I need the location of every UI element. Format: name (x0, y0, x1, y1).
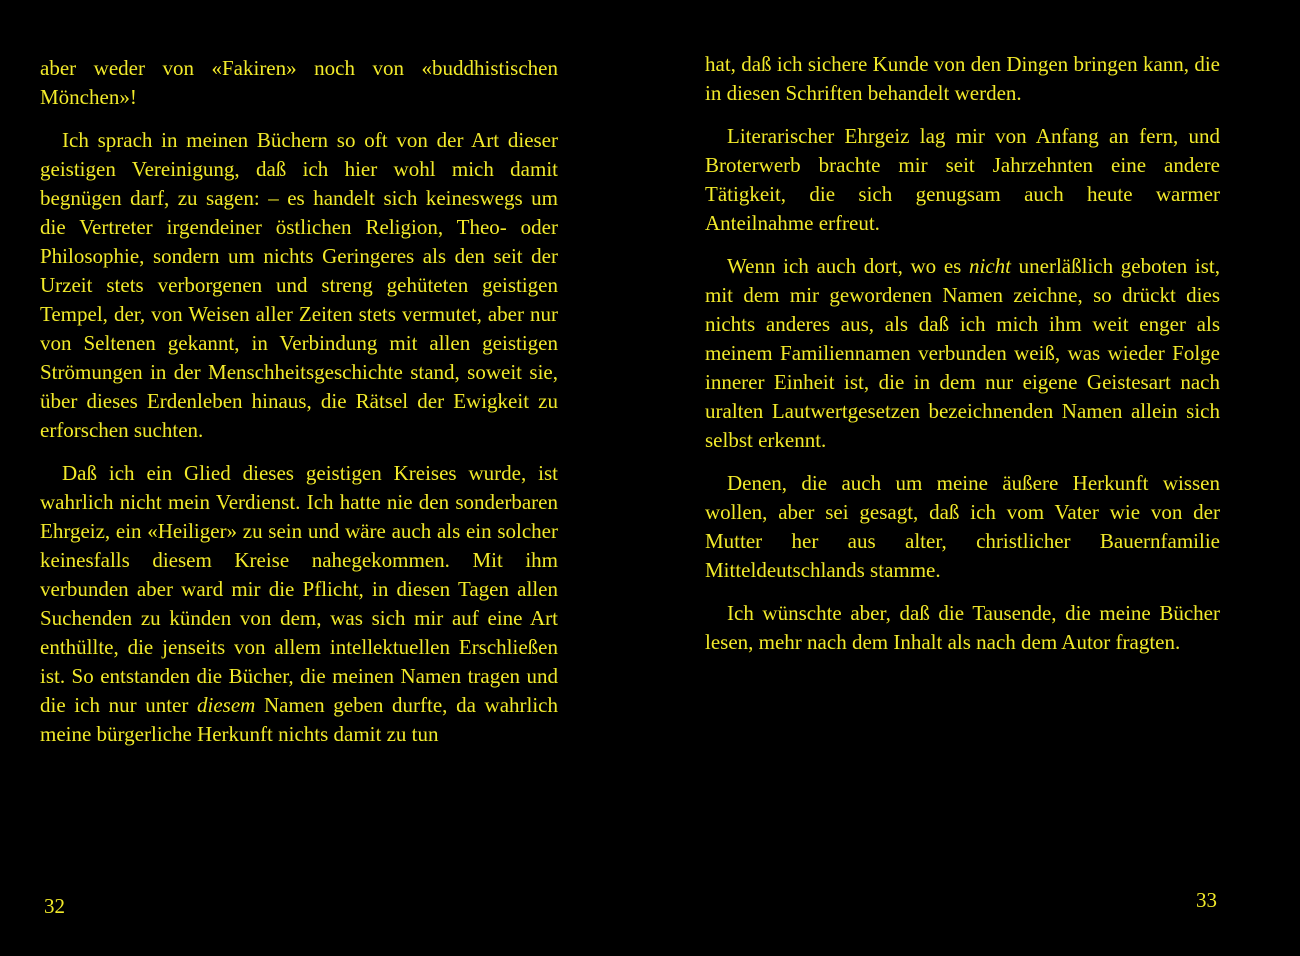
paragraph (705, 599, 1220, 657)
paragraph (40, 126, 558, 445)
emphasis-text: diesem (197, 693, 256, 717)
right-text-column (705, 50, 1220, 671)
paragraph (40, 54, 558, 112)
paragraph-text: Ich wünschte aber, daß die Tausende, die meine Bücher lesen, mehr nach dem Inhalt als nach dem Autor fragten. (705, 601, 1220, 654)
paragraph (40, 459, 558, 749)
paragraph-text: Literarischer Ehrgeiz lag mir von Anfang an fern, und Broterwerb brachte mir seit Jahrzehnten eine andere Tätigkeit, die sich genugsam auch heute warmer Anteilnahme erfreut. (705, 124, 1220, 235)
page-number: 33 (1196, 888, 1217, 912)
paragraph-text: Daß ich ein Glied dieses geistigen Kreises wurde, ist wahrlich nicht mein Verdienst. Ich hatte nie den sonderbaren Ehrgeiz, ein «Heiliger» zu sein und wäre auch als ein solcher keinesfalls diesem Kreise nahegekommen. Mit ihm verbunden aber ward mir die Pflicht, in diesen Tagen allen Suchenden zu künden von dem, was sich mir auf eine Art enthüllte, die jenseits von allem intellektuellen Erschließen ist. So entstanden die Bücher, die meinen Namen tragen und die ich nur unter (40, 461, 558, 717)
paragraph-text: aber weder von «Fakiren» noch von «buddhistischen Mönchen»! (40, 56, 558, 109)
paragraph (705, 252, 1220, 455)
paragraph-text: Namen geben durfte, da wahrlich meine bürgerliche Herkunft nichts damit zu tun (40, 693, 559, 746)
paragraph-text: unerläßlich geboten ist, mit dem mir gewordenen Namen zeichne, so drückt dies nichts anderes aus, als daß ich mich ihm weit enger als meinem Familiennamen verbunden weiß, was wieder Folge innerer Einheit ist, die in dem nur eigene Geistesart nach uralten Lautwertgesetzen bezeichnenden Namen allein sich selbst erkennt. (705, 254, 1221, 452)
paragraph (705, 50, 1220, 108)
page-number: 32 (44, 894, 65, 918)
emphasis-text: nicht (968, 254, 1011, 278)
paragraph (705, 122, 1220, 238)
paragraph (705, 469, 1220, 585)
paragraph-text: Ich sprach in meinen Büchern so oft von der Art dieser geistigen Vereinigung, daß ich hier wohl mich damit begnügen darf, zu sagen: – es handelt sich keineswegs um die Vertreter irgendeiner östlichen Religion, Theo- oder Philosophie, sondern um nichts Geringeres als den seit der Urzeit stets verborgenen und streng gehüteten geistigen Tempel, der, von Weisen aller Zeiten stets vermutet, aber nur von Seltenen gekannt, in Verbindung mit allen geistigen Strömungen in der Menschheitsgeschichte stand, soweit sie, über dieses Erdenleben hinaus, die Rätsel der Ewigkeit zu erforschen suchten. (40, 128, 558, 442)
paragraph-text: hat, daß ich sichere Kunde von den Dingen bringen kann, die in diesen Schriften behandelt werden. (705, 52, 1220, 105)
paragraph-text: Denen, die auch um meine äußere Herkunft wissen wollen, aber sei gesagt, daß ich vom Vater wie von der Mutter her aus alter, christlicher Bauernfamilie Mitteldeutschlands stamme. (705, 471, 1220, 582)
left-text-column (40, 54, 558, 763)
paragraph-text: Wenn ich auch dort, wo es (727, 254, 969, 278)
